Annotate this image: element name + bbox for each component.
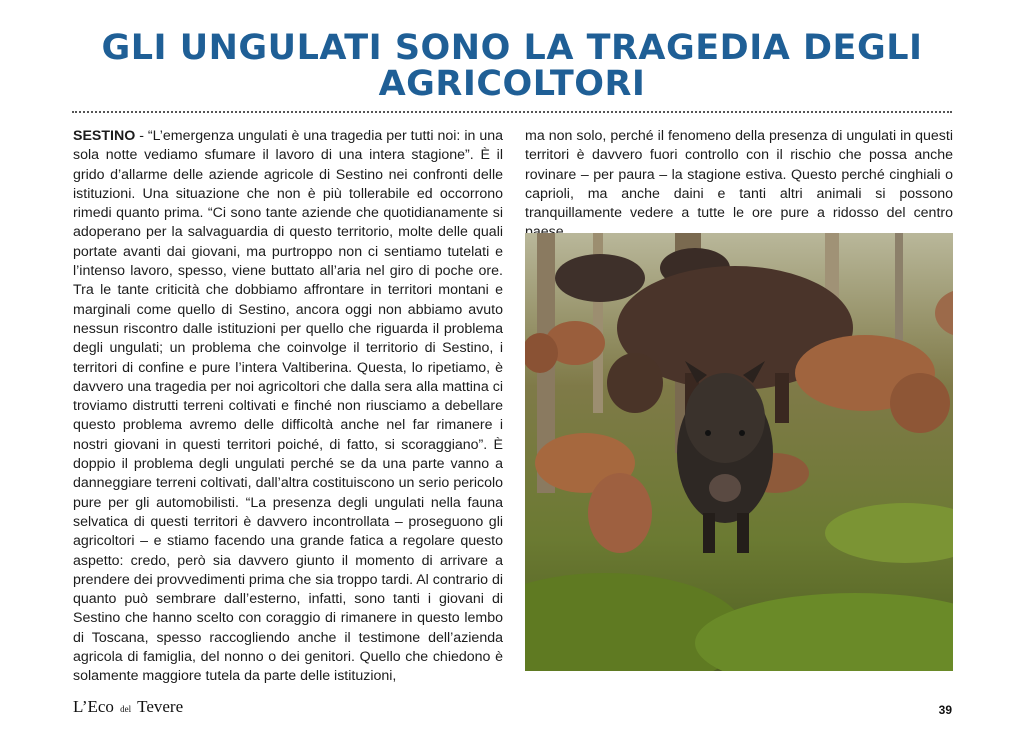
article-title: GLI UNGULATI SONO LA TRAGEDIA DEGLI AGRICOLTORI xyxy=(101,28,923,104)
article-body-left-text: - “L’emergenza ungulati è una tragedia per tutti noi: in una sola notte vediamo sfumare il lavoro di una intera stagione”. È il grido d’allarme delle aziende agricole di Sestino nei confronti delle istituzioni. Una situazione che non è più tollerabile ed occorrono rimedi quanto prima. “Ci sono tante aziende che quotidianamente si adoperano per la salvaguardia di questo territorio, molte delle quali portate avanti dai giovani, ma purtroppo non ci sentiamo tutelati e l’intenso lavoro, spesso, viene buttato all’aria nel giro di poche ore. Tra le tante criticità che dobbiamo affrontare in territori montani e marginali come quello di Sestino, ancora oggi non abbiamo avuto nessun riscontro dalle istituzioni per quello che riguarda il problema degli ungulati; un problema che coinvolge il territorio di Sestino, i territori di confine e pure l’intera Valtiberina. Questa, lo ripetiamo, è davvero una tragedia per noi agricoltori che dalla sera alla mattina ci troviamo distrutti terreni coltivati e finché non riusciamo a debellare questo problema avremo delle difficoltà anche nel far rimanere i nostri giovani in questi territori poiché, di fatto, si scoraggiano”. È doppio il problema degli ungulati perché se da una parte vanno a danneggiare terreni coltivati, dall’altra costituiscono un serio pericolo pure per gli automobilisti. “La presenza degli ungulati nella fauna selvatica di questi territori è davvero incontrollata – proseguono gli agricoltori – e stiamo facendo una grande fatica a regolare questo aspetto: credo, però sia davvero giunto il momento di arrivare a prendere dei provvedimenti prima che sia troppo tardi. Al contrario di quanto può sembrare dall’esterno, infatti, sono tanti i giovani di Sestino che hanno scelto con coraggio di rimanere in questo lembo di Toscana, spesso raccogliendo anche il testimone dell’azienda agricola di famiglia, del nonno o dei genitori. Quello che chiedono è solamente maggiore tutela da parte delle istituzioni, xyxy=(73,128,503,685)
dotted-divider xyxy=(72,111,952,113)
article-body-left-column xyxy=(73,127,503,687)
magazine-logo: L’Eco del Tevere xyxy=(73,697,184,716)
wild-boars-photo xyxy=(525,233,953,671)
article-body-right-column: ma non solo, perché il fenomeno della presenza di ungulati in questi territori è davvero fuori controllo con il rischio che possa anche rovinare – per paura – la stagione estiva. Questo perché cinghiali o caprioli, ma anche daini e tanti altri animali si possono tranquillamente vedere a tutte le ore pure a ridosso del centro xyxy=(525,128,953,222)
page-number: 39 xyxy=(938,703,952,717)
dateline: SESTINO xyxy=(73,128,136,144)
